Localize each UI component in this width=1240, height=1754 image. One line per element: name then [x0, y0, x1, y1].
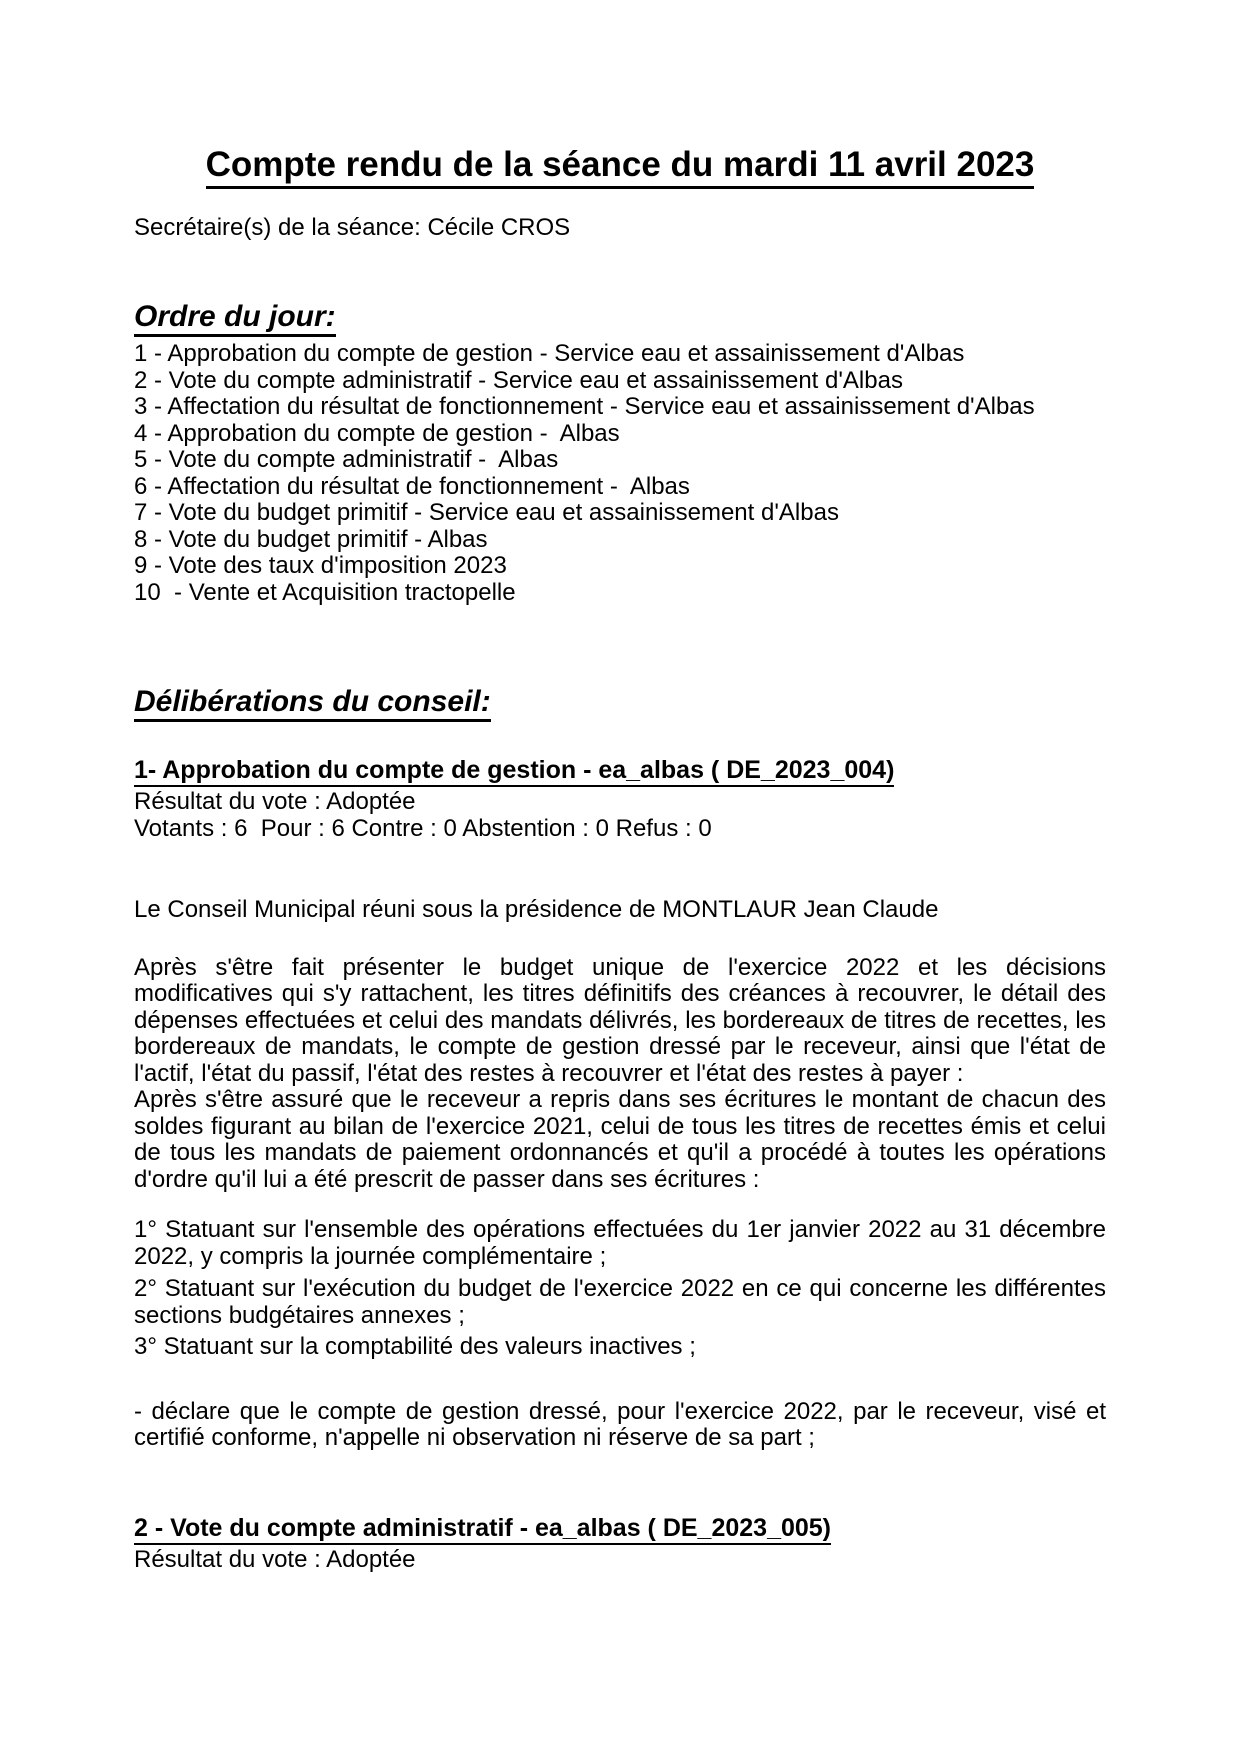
deliberation-section-2 — [134, 1513, 1106, 1573]
deliberation-1-heading-text: 1- Approbation du compte de gestion - ea_albas ( DE_2023_004) — [134, 756, 894, 787]
document-title — [134, 144, 1106, 186]
agenda-item-7: 7 - Vote du budget primitif - Service eau et assainissement d'Albas — [134, 499, 839, 526]
secretary-line: Secrétaire(s) de la séance: Cécile CROS — [134, 214, 571, 241]
agenda-item-2: 2 - Vote du compte administratif - Service eau et assainissement d'Albas — [134, 366, 903, 394]
agenda-item-3: 3 - Affectation du résultat de fonctionnement - Service eau et assainissement d'Albas — [134, 393, 1035, 420]
deliberations-heading — [134, 684, 1106, 720]
agenda-heading — [134, 299, 1106, 335]
vote-counts-line: Votants : 6 Pour : 6 Contre : 0 Abstention : 0 Refus : 0 — [134, 815, 712, 842]
agenda-item-6: 6 - Affectation du résultat de fonctionnement - Albas — [134, 472, 690, 500]
document-title-text: Compte rendu de la séance du mardi 11 avril 2023 — [206, 145, 1035, 189]
agenda-heading-text: Ordre du jour: — [134, 300, 336, 337]
agenda-item-8: 8 - Vote du budget primitif - Albas — [134, 525, 488, 553]
agenda-list — [134, 341, 1106, 606]
agenda-item-1: 1 - Approbation du compte de gestion - Service eau et assainissement d'Albas — [134, 340, 965, 367]
body-paragraph-2: Après s'être assuré que le receveur a repris dans ses écritures le montant de chacun des soldes figurant au bilan de l'exercice 2021, celui de tous les titres de recettes émis et celui de tous les mandats de paiement ordonnancés et qu'il a procédé à toutes les opérations d'ordre qu'il lui a été prescrit de passer dans ses écritures : — [134, 1086, 1106, 1193]
statuant-item-1: 1° Statuant sur l'ensemble des opérations effectuées du 1er janvier 2022 au 31 décembre 2022, y compris la journée complémentaire ; — [134, 1216, 1106, 1270]
declaration-line: - déclare que le compte de gestion dressé, pour l'exercice 2022, par le receveur, visé et certifié conforme, n'appelle ni observation ni réserve de sa part ; — [134, 1397, 1106, 1451]
deliberation-2-heading-text: 2 - Vote du compte administratif - ea_albas ( DE_2023_005) — [134, 1514, 831, 1545]
agenda-item-10: 10 - Vente et Acquisition tractopelle — [134, 578, 516, 606]
deliberation-1-heading — [134, 755, 1106, 785]
statuant-item-3: 3° Statuant sur la comptabilité des valeurs inactives ; — [134, 1333, 696, 1360]
agenda-item-9: 9 - Vote des taux d'imposition 2023 — [134, 552, 507, 579]
deliberation-2-heading — [134, 1513, 1106, 1543]
vote-result-line-1: Résultat du vote : Adoptée — [134, 788, 416, 815]
president-line: Le Conseil Municipal réuni sous la présidence de MONTLAUR Jean Claude — [134, 896, 939, 923]
statuant-item-2: 2° Statuant sur l'exécution du budget de l'exercice 2022 en ce qui concerne les différentes sections budgétaires annexes ; — [134, 1275, 1106, 1329]
deliberations-heading-text: Délibérations du conseil: — [134, 685, 491, 722]
deliberation-section-1 — [134, 755, 1106, 1452]
agenda-item-5: 5 - Vote du compte administratif - Albas — [134, 446, 559, 473]
vote-result-line-2: Résultat du vote : Adoptée — [134, 1545, 416, 1573]
body-paragraph-1: Après s'être fait présenter le budget unique de l'exercice 2022 et les décisions modificatives qui s'y rattachent, les titres définitifs des créances à recouvrer, le détail des dépenses effectuées et celui des mandats délivrés, les bordereaux de titres de recettes, les bordereaux de mandats, le compte de gestion dressé par le receveur, ainsi que l'état de l'actif, l'état du passif, l'état des restes à recouvrer et l'état des restes à payer : — [134, 953, 1106, 1087]
agenda-item-4: 4 - Approbation du compte de gestion - Albas — [134, 419, 620, 447]
